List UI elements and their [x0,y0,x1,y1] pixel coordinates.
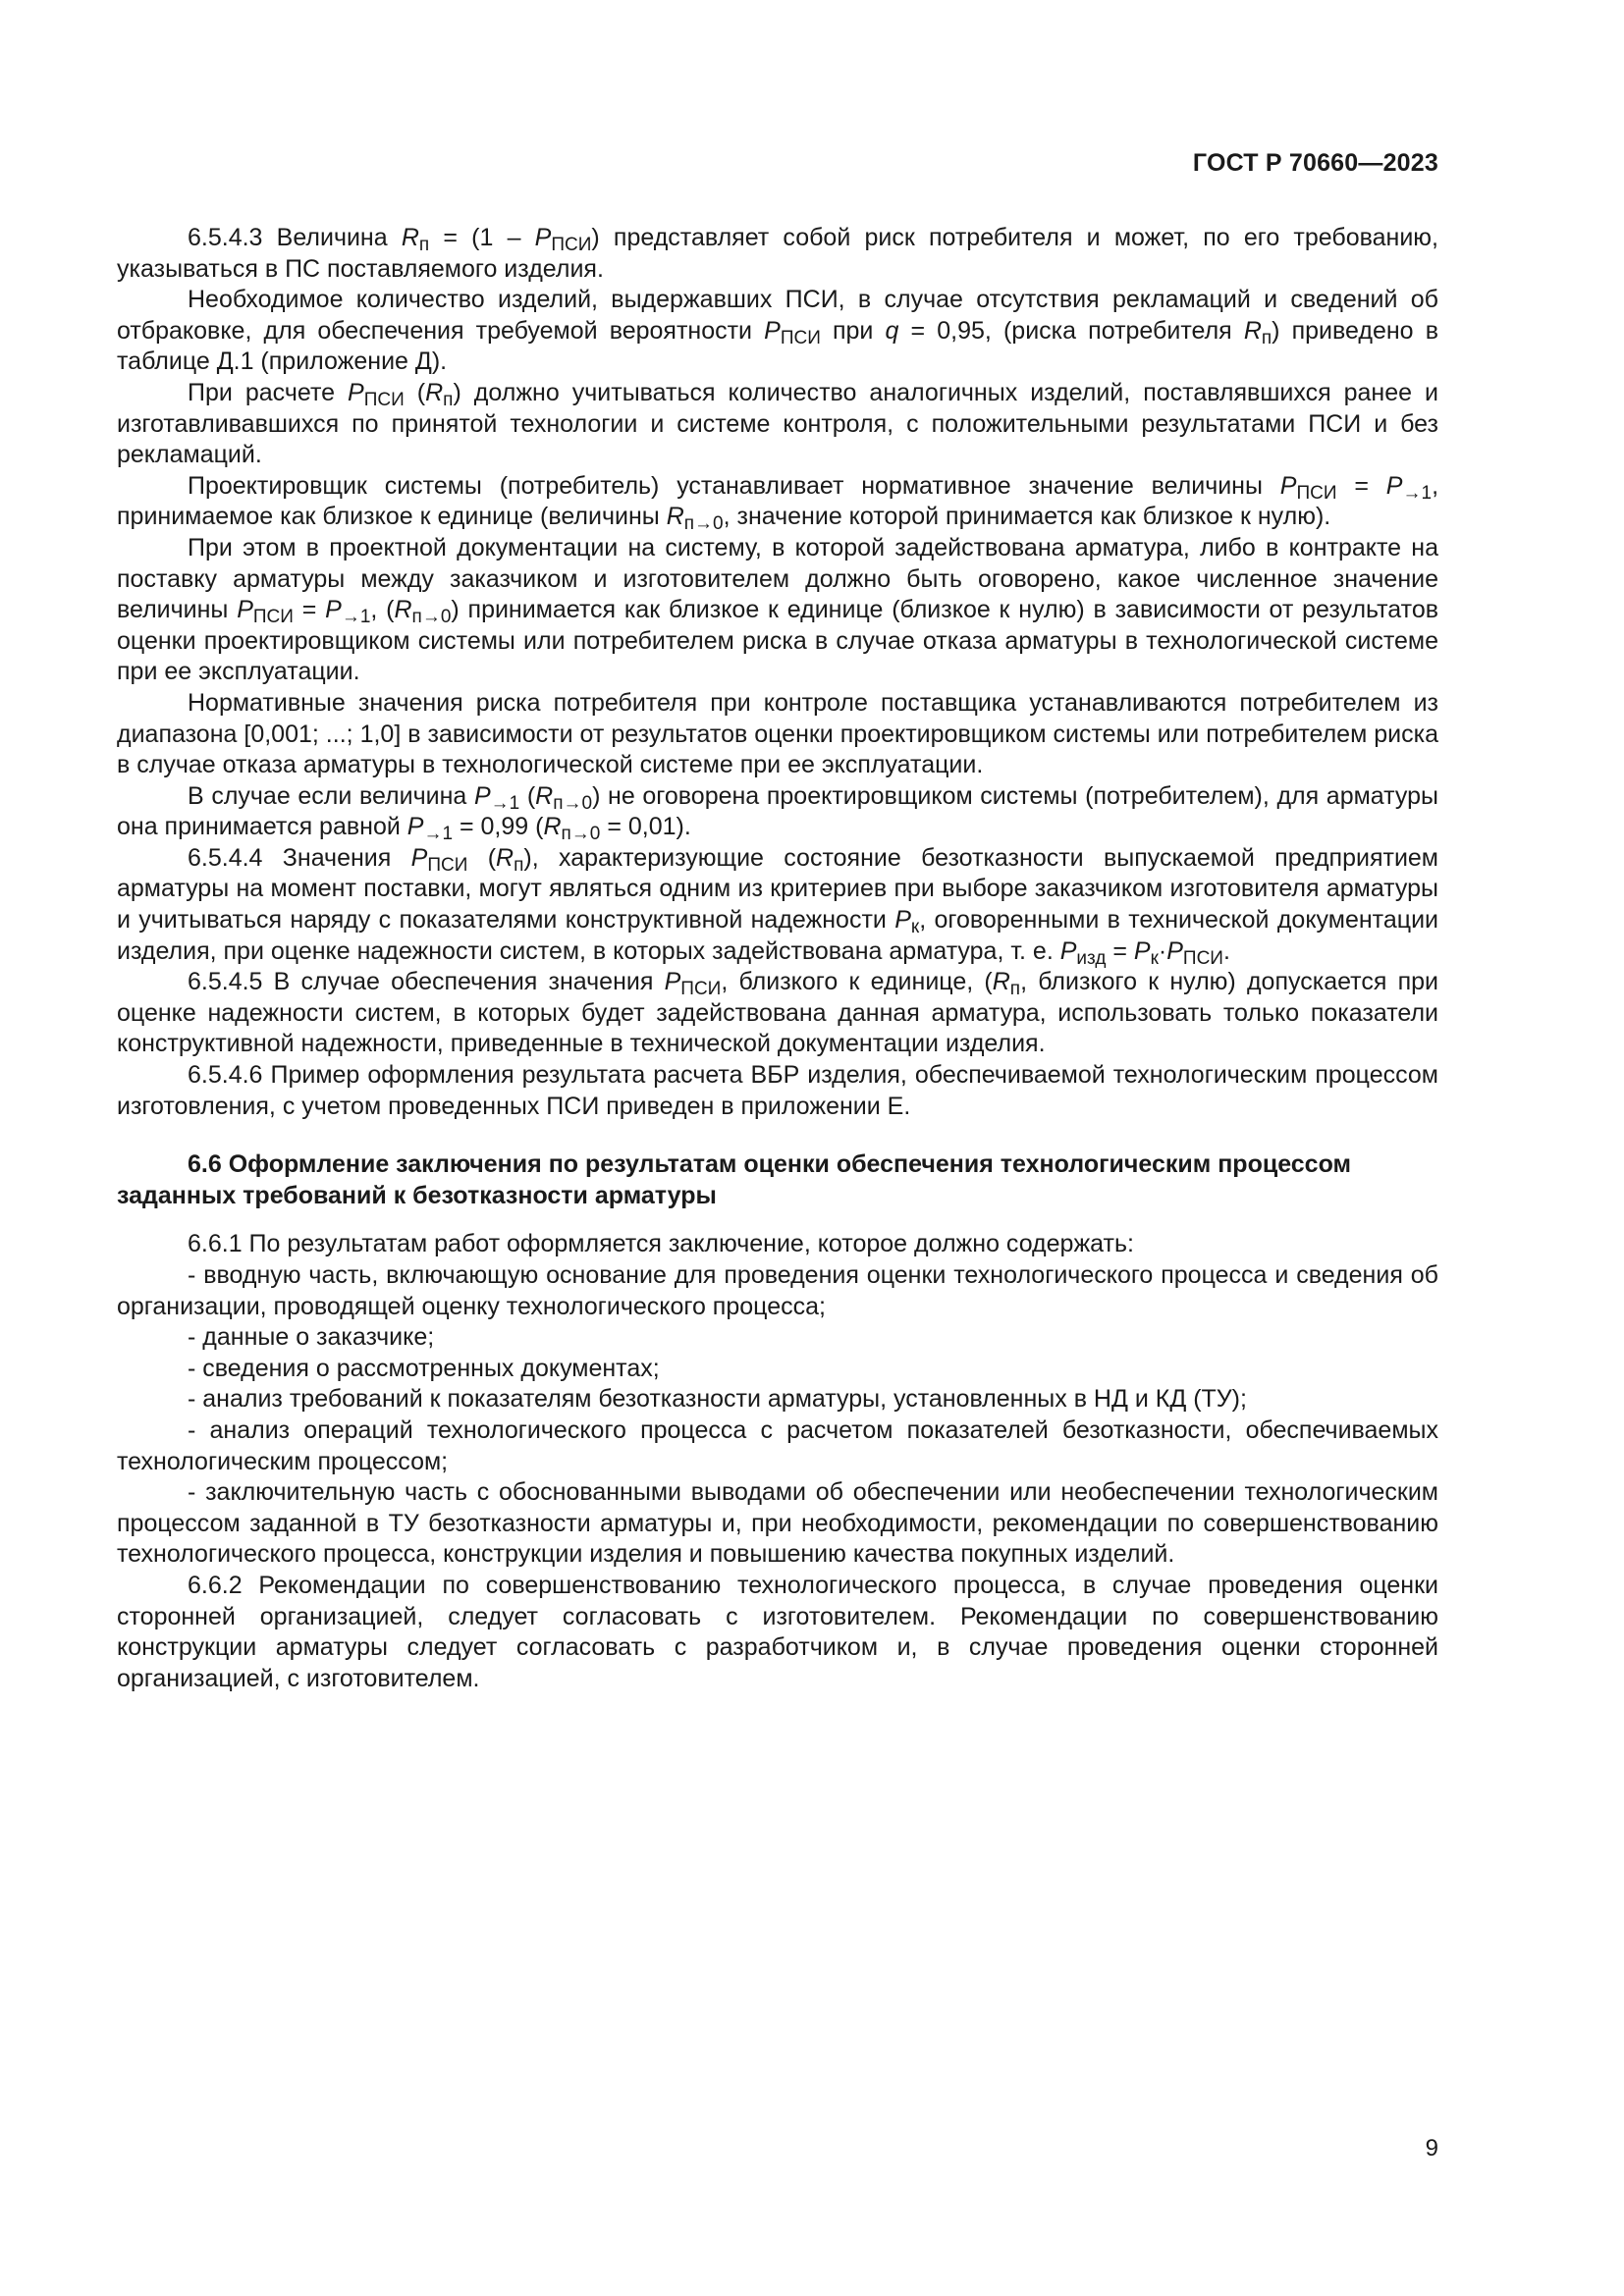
paragraph-6-6-2: 6.6.2 Рекомендации по совершенствованию технологического процесса, в случае проведения оценки сторонней организацией, следует согласовать с изготовителем. Рекомендации по совершенствованию конструкции арматуры следует согласовать с разработчиком и, в случае проведения оценки сторонней организацией, с изготовителем. [117,1571,1438,1692]
list-item: - сведения о рассмотренных документах; [188,1354,660,1382]
list-item: - анализ операций технологического процесса с расчетом показателей безотказности, обеспечиваемых технологическим процессом; [117,1415,1438,1475]
paragraph-6-5-4-5: 6.5.4.5 В случае обеспечения значения $P_{ПСИ}$, близкого к единице, ($R_п$, близкого к нулю) допускается при оценке надежности систем, в которых будет задействована данная арматура, использовать только показатели конструктивной надежности, приведенные в технической документации изделия. [117,968,1438,1058]
paragraph-6-5-4-4: 6.5.4.4 Значения $P_{ПСИ}$ $(R_п)$, характеризующие состояние безотказности выпускаемой предприятием арматуры на момент поставки, могут являться одним из критериев при выборе заказчиком изготовителя арматуры и учитываться наряду с показателями конструктивной надежности $P_к$, оговоренными в технической документации изделия, при оценке надежности систем, в которых задействована арматура, т. е. $P_{изд} = P_к\cdot P_{ПСИ}$. [117,843,1438,969]
section-heading-6-6: 6.6 Оформление заключения по результатам оценки обеспечения технологическим процессом заданных требований к безотказности арматуры [117,1150,1352,1209]
paragraph-designer: Проектировщик системы (потребитель) устанавливает нормативное значение величины $P_{ПСИ} = P_{\to 1}$, принимаемое как близкое к единице (величины $R_{п\to 0}$, значение которой принимается как близкое к нулю). [117,471,1439,535]
paragraph-6-5-4-3: 6.5.4.3 Величина $R_п = (1 - P_{ПСИ})$ представляет собой риск потребителя и может, по его требованию, указываться в ПС поставляемого изделия. [117,224,1438,283]
list-item: - вводную часть, включающую основание для проведения оценки технологического процесса и сведения об организации, проводящей оценку технологического процесса; [117,1261,1438,1320]
document-header: ГОСТ Р 70660—2023 [1192,149,1438,177]
list-item: - анализ требований к показателям безотказности арматуры, установленных в НД и КД (ТУ); [188,1385,1247,1414]
list-item: - данные о заказчике; [188,1323,435,1352]
paragraph-project-documentation: При этом в проектной документации на систему, в которой задействована арматура, либо в контракте на поставку арматуры между заказчиком и изготовителем должно быть оговорено, какое численное значение величины $P_{ПСИ} = P_{\to 1}$, $(R_{п\to 0})$ принимается как близкое к единице (близкое к нулю) в зависимости от результатов оценки проектировщиком системы или потребителем риска в случае отказа арматуры в технологической системе при ее эксплуатации. [117,533,1438,686]
paragraph-6-6-1: 6.6.1 По результатам работ оформляется заключение, которое должно содержать: [188,1230,1134,1258]
paragraph-required-quantity: Необходимое количество изделий, выдержавших ПСИ, в случае отсутствия рекламаций и сведений об отбраковке, для обеспечения требуемой вероятности $P_{ПСИ}$ при q = 0,95, (риска потребителя $R_п$) приведено в таблице Д.1 (приложение Д). [117,286,1438,376]
paragraph-calculation: При расчете $P_{ПСИ}$ $(R_п)$ должно учитываться количество аналогичных изделий, поставлявшихся ранее и изготавливавшихся по принятой технологии и системе контроля, с положительными результатами ПСИ и без рекламаций. [117,378,1438,469]
paragraph-6-5-4-6: 6.5.4.6 Пример оформления результата расчета ВБР изделия, обеспечиваемой технологическим процессом изготовления, с учетом проведенных ПСИ приведен в приложении Е. [117,1061,1438,1120]
document-body [117,223,1438,1694]
page-number: 9 [1425,2135,1438,2162]
list-item: - заключительную часть с обоснованными выводами об обеспечении или необеспечении технологическим процессом заданной в ТУ безотказности арматуры и, при необходимости, рекомендации по совершенствованию технологического процесса, конструкции изделия и повышению качества покупных изделий. [117,1478,1438,1569]
paragraph-normative-values: Нормативные значения риска потребителя при контроле поставщика устанавливаются потребителем из диапазона [0,001; ...; 1,0] в зависимости от результатов оценки проектировщиком системы или потребителем риска в случае отказа арматуры в технологической системе при ее эксплуатации. [117,688,1438,779]
paragraph-default-value: В случае если величина $P_{\to 1}$ $(R_{п\to 0})$ не оговорена проектировщиком системы (потребителем), для арматуры она принимается равной $P_{\to 1} = 0,99$ $(R_{п\to 0} = 0,01)$. [117,781,1438,845]
